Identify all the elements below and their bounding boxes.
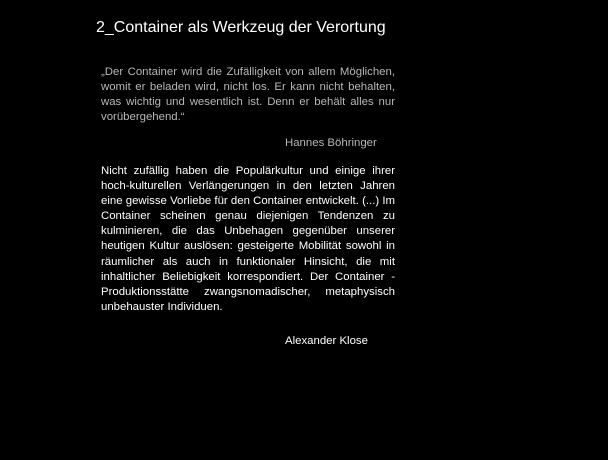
quote-text: „Der Container wird die Zufälligkeit von allem Möglichen, womit er beladen wird, nicht los. Er kann nicht behalten, was wichtig und wesentlich ist. Denn er behält alles nur vorübergehend.“ [101, 66, 395, 123]
passage-text: Nicht zufällig haben die Populärkultur und einige ihrer hoch-kulturellen Verlängerungen in den letzten Jahren eine gewisse Vorliebe für den Container entwickelt. (...) Im Container scheinen genau diejenigen Tendenzen zu kulminieren, die das Unbehagen gegenüber unserer heutigen Kultur auslösen: gesteigerte Mobilität sowohl in räumlicher als auch in funktionaler Hinsicht, die mit inhaltlicher Beliebigkeit korrespondiert. Der Container - Produktionsstätte zwangsnomadischer, metaphysisch unbehauster Individuen. [101, 165, 395, 313]
slide-title: 2_Container als Werkzeug der Verortung [96, 19, 386, 36]
passage-author: Alexander Klose [285, 335, 368, 347]
quote-author: Hannes Böhringer [285, 137, 377, 149]
